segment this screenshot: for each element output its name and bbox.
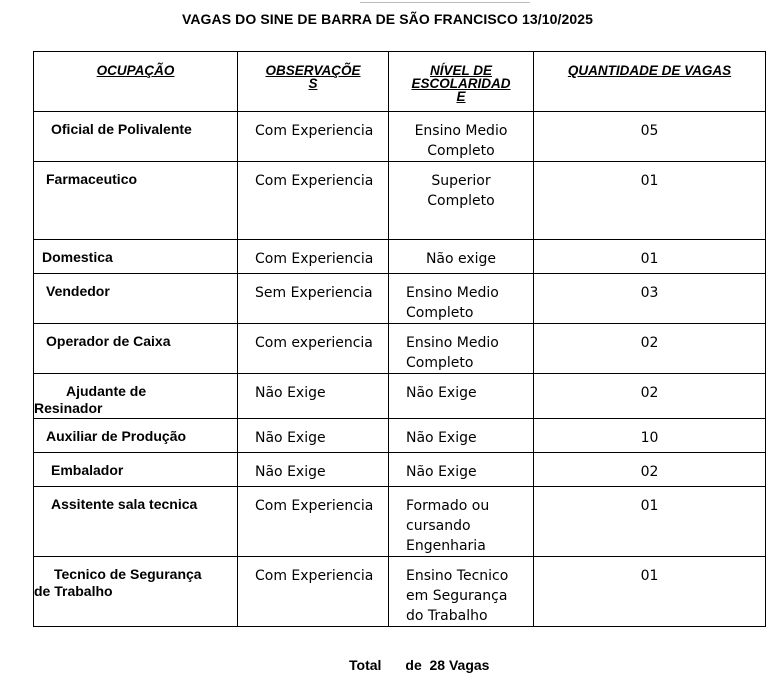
quantity-cell: 01 [534,557,766,627]
education-cell [389,112,534,162]
header-quantity-label: QUANTIDADE DE VAGAS [567,63,732,78]
observation-cell: Não Exige [238,374,389,419]
quantity-cell: 02 [534,374,766,419]
header-occupation [34,52,238,112]
table-row [34,557,766,627]
header-quantity [534,52,766,112]
occupation-cell [34,324,238,374]
occupation-cell [34,162,238,240]
table-row [34,240,766,274]
occupation-text: Oficial de Polivalente [51,121,192,137]
education-cell [389,162,534,240]
table-row [34,453,766,487]
header-occupation-label: OCUPAÇÃO [96,63,175,78]
observation-cell: Com Experiencia [238,112,389,162]
quantity-cell: 01 [534,240,766,274]
total-line [349,657,489,673]
header-observations-line1: OBSERVAÇÕE [265,63,361,78]
table-row [34,374,766,419]
quantity-cell: 02 [534,324,766,374]
table-row [34,112,766,162]
occupation-text: Tecnico de Segurança [54,566,202,582]
education-line: Ensino Medio [406,335,499,351]
occupation-cell [34,112,238,162]
occupation-cell [34,557,238,627]
quantity-cell: 02 [534,453,766,487]
quantity-cell: 10 [534,419,766,453]
occupation-cell [34,374,238,419]
cropped-previous-line [360,0,530,3]
education-line: Ensino Medio [406,285,499,301]
observation-cell: Não Exige [238,419,389,453]
quantity-cell: 01 [534,487,766,557]
table-row [34,162,766,240]
education-line: Não Exige [406,464,477,480]
education-cell [389,453,534,487]
observation-cell: Com Experiencia [238,240,389,274]
education-line: Completo [406,305,474,321]
observation-cell: Com Experiencia [238,487,389,557]
education-line: cursando [406,518,471,534]
education-line: Completo [427,193,495,209]
total-label: Total [349,657,382,673]
occupation-text: Ajudante de [66,383,147,399]
page-title: VAGAS DO SINE DE BARRA DE SÃO FRANCISCO 13/10/2025 [181,11,594,27]
occupation-text: Resinador [34,400,103,416]
header-education-line1: NÍVEL DE [429,63,492,78]
quantity-cell: 05 [534,112,766,162]
occupation-text: Operador de Caixa [46,333,171,349]
education-line: em Segurança [406,588,508,604]
occupation-text: Embalador [51,462,124,478]
occupation-text: Vendedor [46,283,110,299]
observation-cell: Com Experiencia [238,162,389,240]
occupation-cell [34,453,238,487]
education-cell [389,419,534,453]
occupation-cell [34,419,238,453]
occupation-text: de Trabalho [34,583,113,599]
total-value: de 28 Vagas [405,657,490,673]
occupation-cell [34,487,238,557]
table-row [34,324,766,374]
observation-cell: Com Experiencia [238,557,389,627]
education-cell [389,274,534,324]
education-cell [389,557,534,627]
occupation-text: Assitente sala tecnica [51,496,198,512]
education-line: Completo [427,143,495,159]
education-line: Ensino Medio [414,123,508,139]
quantity-cell: 01 [534,162,766,240]
education-cell [389,324,534,374]
table-header-row [34,52,766,112]
education-line: Formado ou [406,498,490,514]
education-line: Não exige [425,251,497,267]
occupation-text: Auxiliar de Produção [46,428,187,444]
education-line: Completo [406,355,474,371]
education-cell [389,487,534,557]
education-line: Ensino Tecnico [406,568,509,584]
header-education-line2: ESCOLARIDAD [411,76,511,91]
header-education [389,52,534,112]
education-line: Não Exige [406,385,477,401]
vacancies-table [33,51,766,627]
occupation-cell [34,274,238,324]
observation-cell: Com experiencia [238,324,389,374]
table-row [34,274,766,324]
education-line: do Trabalho [406,608,488,624]
occupation-text: Domestica [42,249,113,265]
table-row [34,419,766,453]
occupation-text: Farmaceutico [46,171,138,187]
header-observations [238,52,389,112]
header-observations-line2: S [308,76,318,91]
education-cell [389,374,534,419]
header-education-line3: E [456,89,466,104]
education-line: Superior [431,173,491,189]
education-line: Não Exige [406,430,477,446]
quantity-cell: 03 [534,274,766,324]
education-line: Engenharia [406,538,486,554]
observation-cell: Sem Experiencia [238,274,389,324]
observation-cell: Não Exige [238,453,389,487]
education-cell [389,240,534,274]
occupation-cell [34,240,238,274]
table-row [34,487,766,557]
